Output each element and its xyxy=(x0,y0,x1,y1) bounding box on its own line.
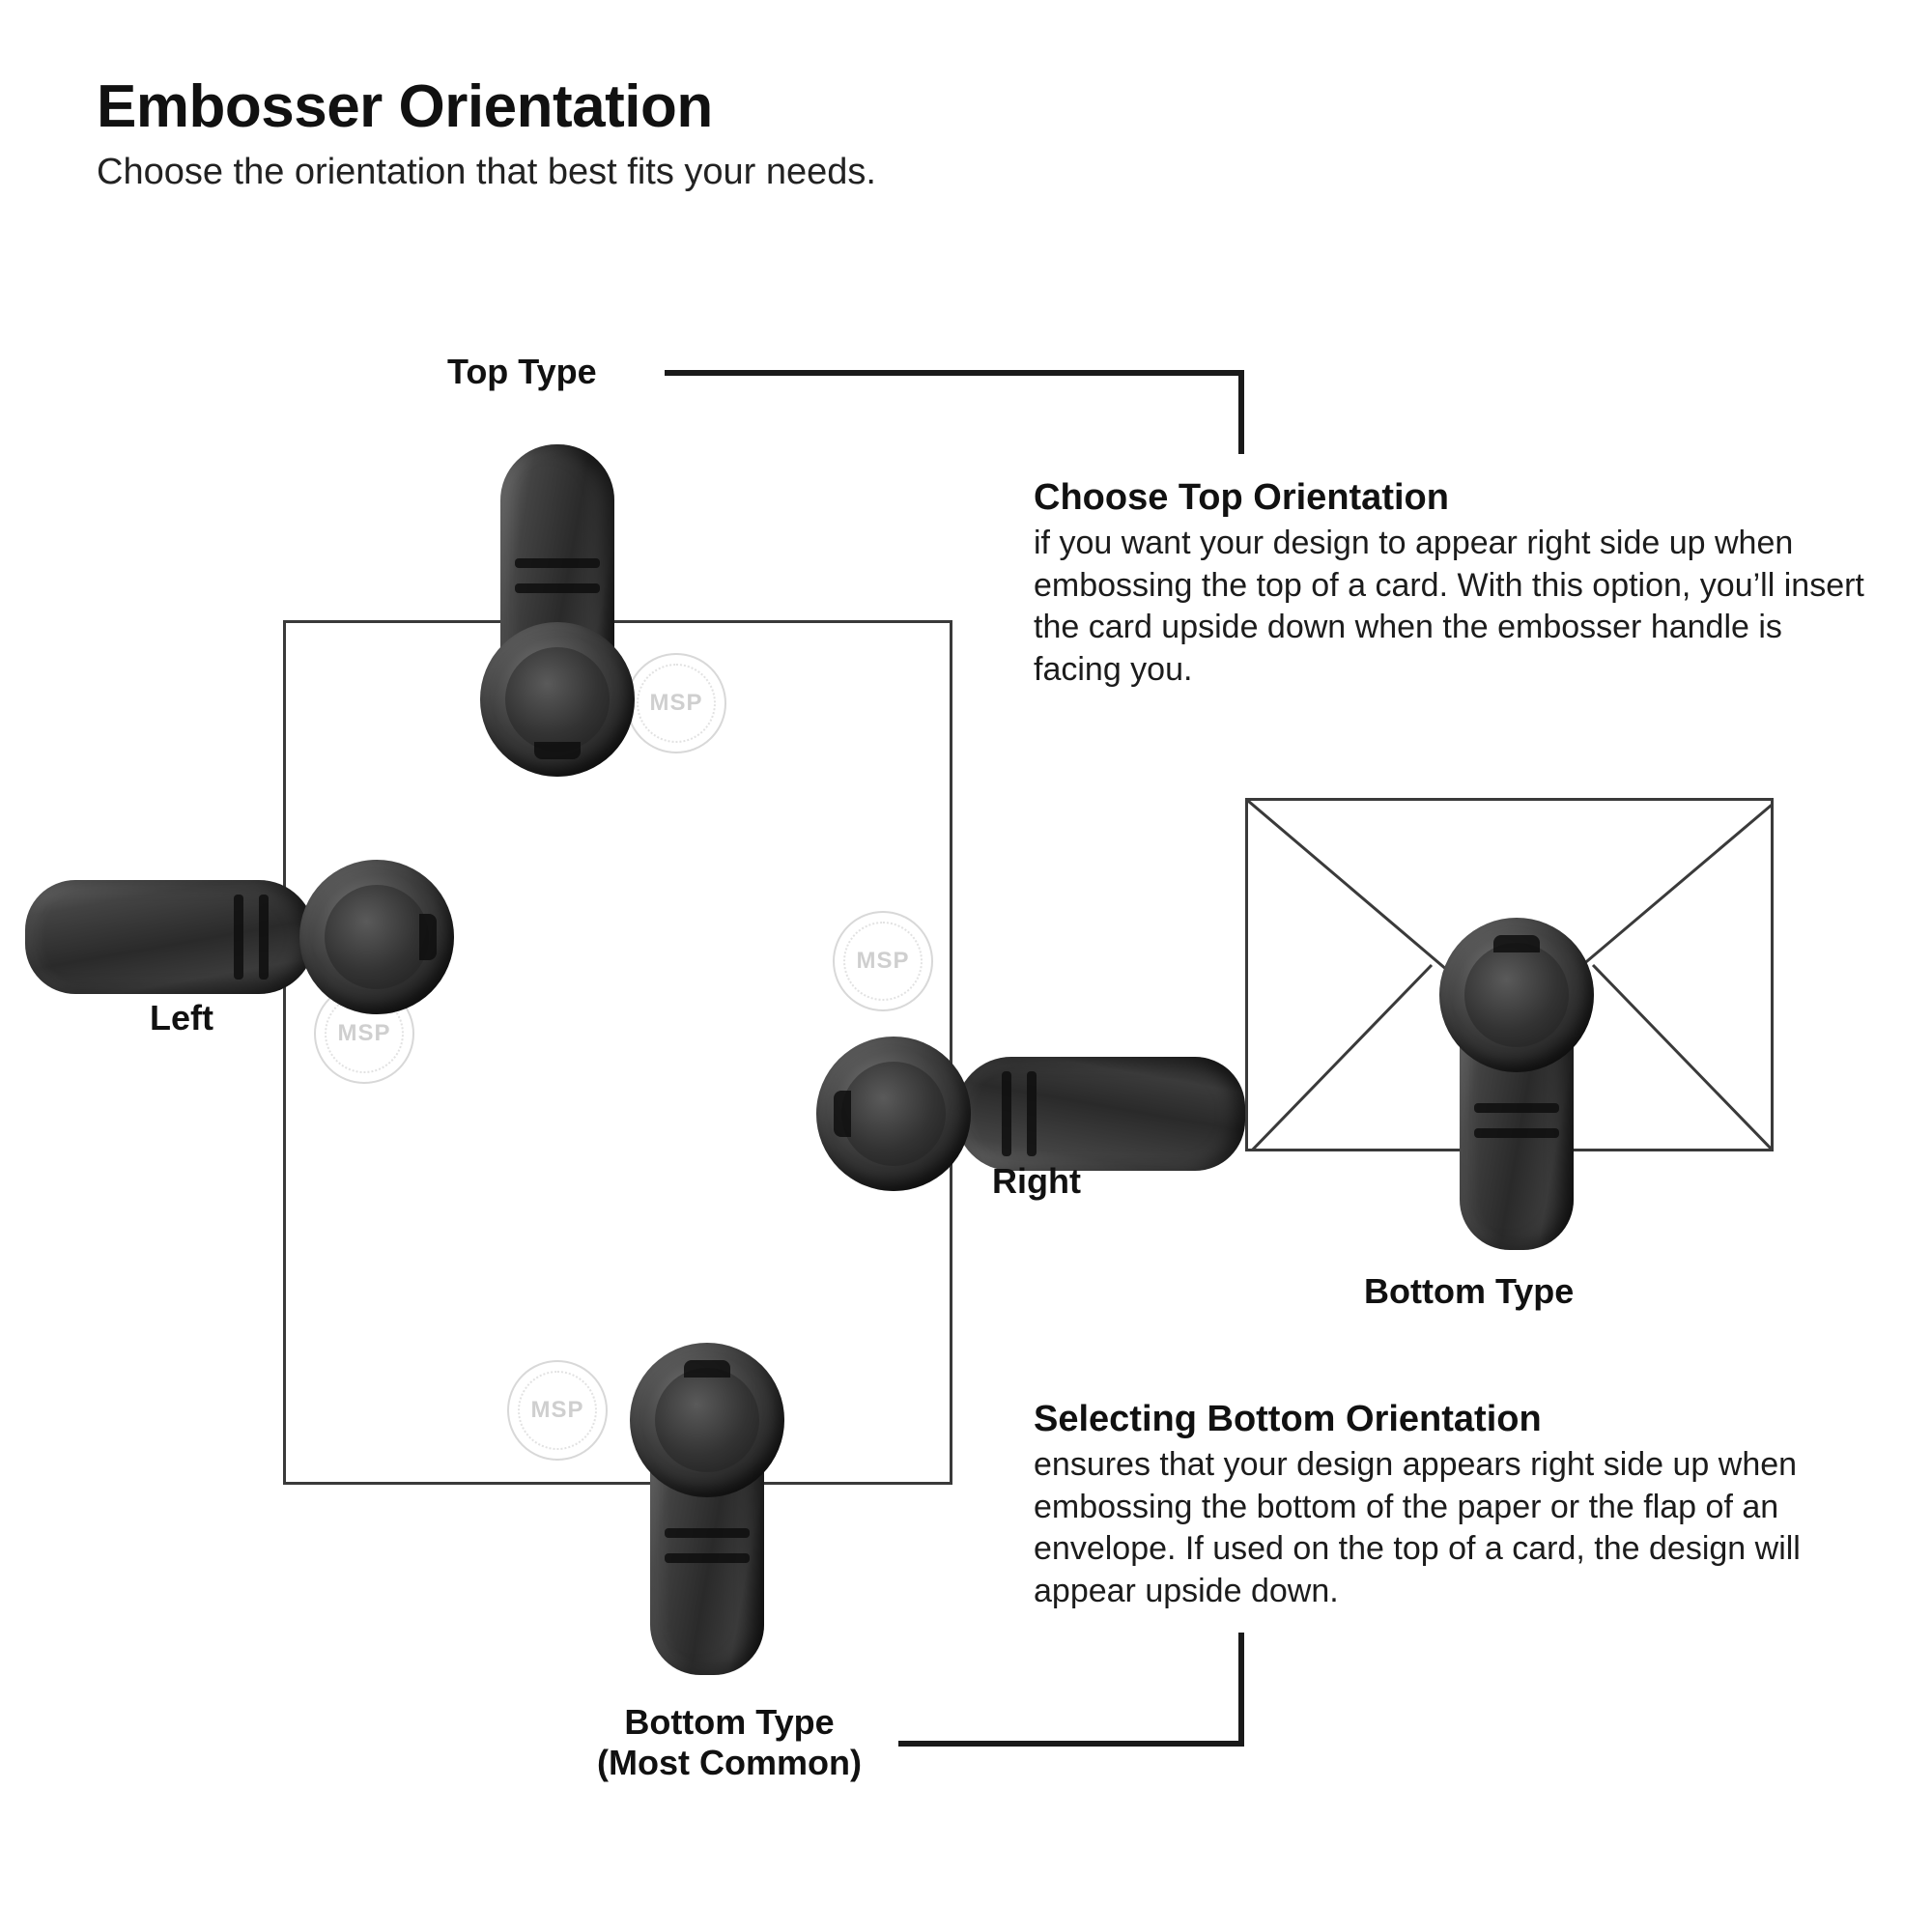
embosser-foot xyxy=(419,914,437,960)
embosser-foot xyxy=(1493,935,1540,952)
callout-top-orientation xyxy=(1034,477,1864,691)
page-title: Embosser Orientation xyxy=(97,73,713,140)
embosser-bottom-envelope[interactable] xyxy=(1439,918,1594,1072)
embosser-slot xyxy=(1002,1071,1011,1156)
embosser-foot xyxy=(684,1360,730,1378)
label-top-type: Top Type xyxy=(447,352,597,391)
embosser-handle xyxy=(955,1057,1245,1171)
embosser-slot xyxy=(1027,1071,1037,1156)
embosser-foot xyxy=(534,742,581,759)
label-bottom-type-card xyxy=(555,1702,903,1783)
callout-bottom-body: ensures that your design appears right side up when embossing the bottom of the paper or the flap of an envelope. If used on the top of a card, the design will appear upside down. xyxy=(1034,1446,1801,1609)
seal-right: MSP xyxy=(833,911,933,1011)
label-bottom-type-card-line2: (Most Common) xyxy=(597,1743,862,1782)
embosser-slot xyxy=(1474,1128,1559,1138)
embosser-slot xyxy=(515,583,600,593)
embosser-handle xyxy=(25,880,315,994)
label-bottom-type-envelope: Bottom Type xyxy=(1364,1271,1575,1311)
embosser-foot xyxy=(834,1091,851,1137)
seal-top: MSP xyxy=(626,653,726,753)
callout-top-body: if you want your design to appear right side up when embossing the top of a card. With this option, you’ll insert the card upside down when the embosser handle is facing you. xyxy=(1034,525,1864,688)
seal-bottom: MSP xyxy=(507,1360,608,1461)
label-left: Left xyxy=(150,998,213,1037)
embosser-top[interactable] xyxy=(480,622,635,777)
callout-top-title: Choose Top Orientation xyxy=(1034,477,1449,518)
label-right: Right xyxy=(992,1161,1081,1201)
embosser-left[interactable] xyxy=(299,860,454,1014)
label-bottom-type-card-line1: Bottom Type xyxy=(624,1702,835,1742)
seal-left: MSP xyxy=(314,983,414,1084)
embosser-slot xyxy=(665,1553,750,1563)
callout-bottom-orientation xyxy=(1034,1399,1864,1612)
embosser-slot xyxy=(1474,1103,1559,1113)
embosser-slot xyxy=(665,1528,750,1538)
callout-bottom-title: Selecting Bottom Orientation xyxy=(1034,1399,1542,1439)
embosser-right[interactable] xyxy=(816,1037,971,1191)
embosser-slot xyxy=(259,895,269,980)
page-header xyxy=(97,75,1546,193)
embosser-slot xyxy=(234,895,243,980)
page-subtitle: Choose the orientation that best fits your needs. xyxy=(97,152,876,193)
embosser-bottom-card[interactable] xyxy=(630,1343,784,1497)
embosser-slot xyxy=(515,558,600,568)
